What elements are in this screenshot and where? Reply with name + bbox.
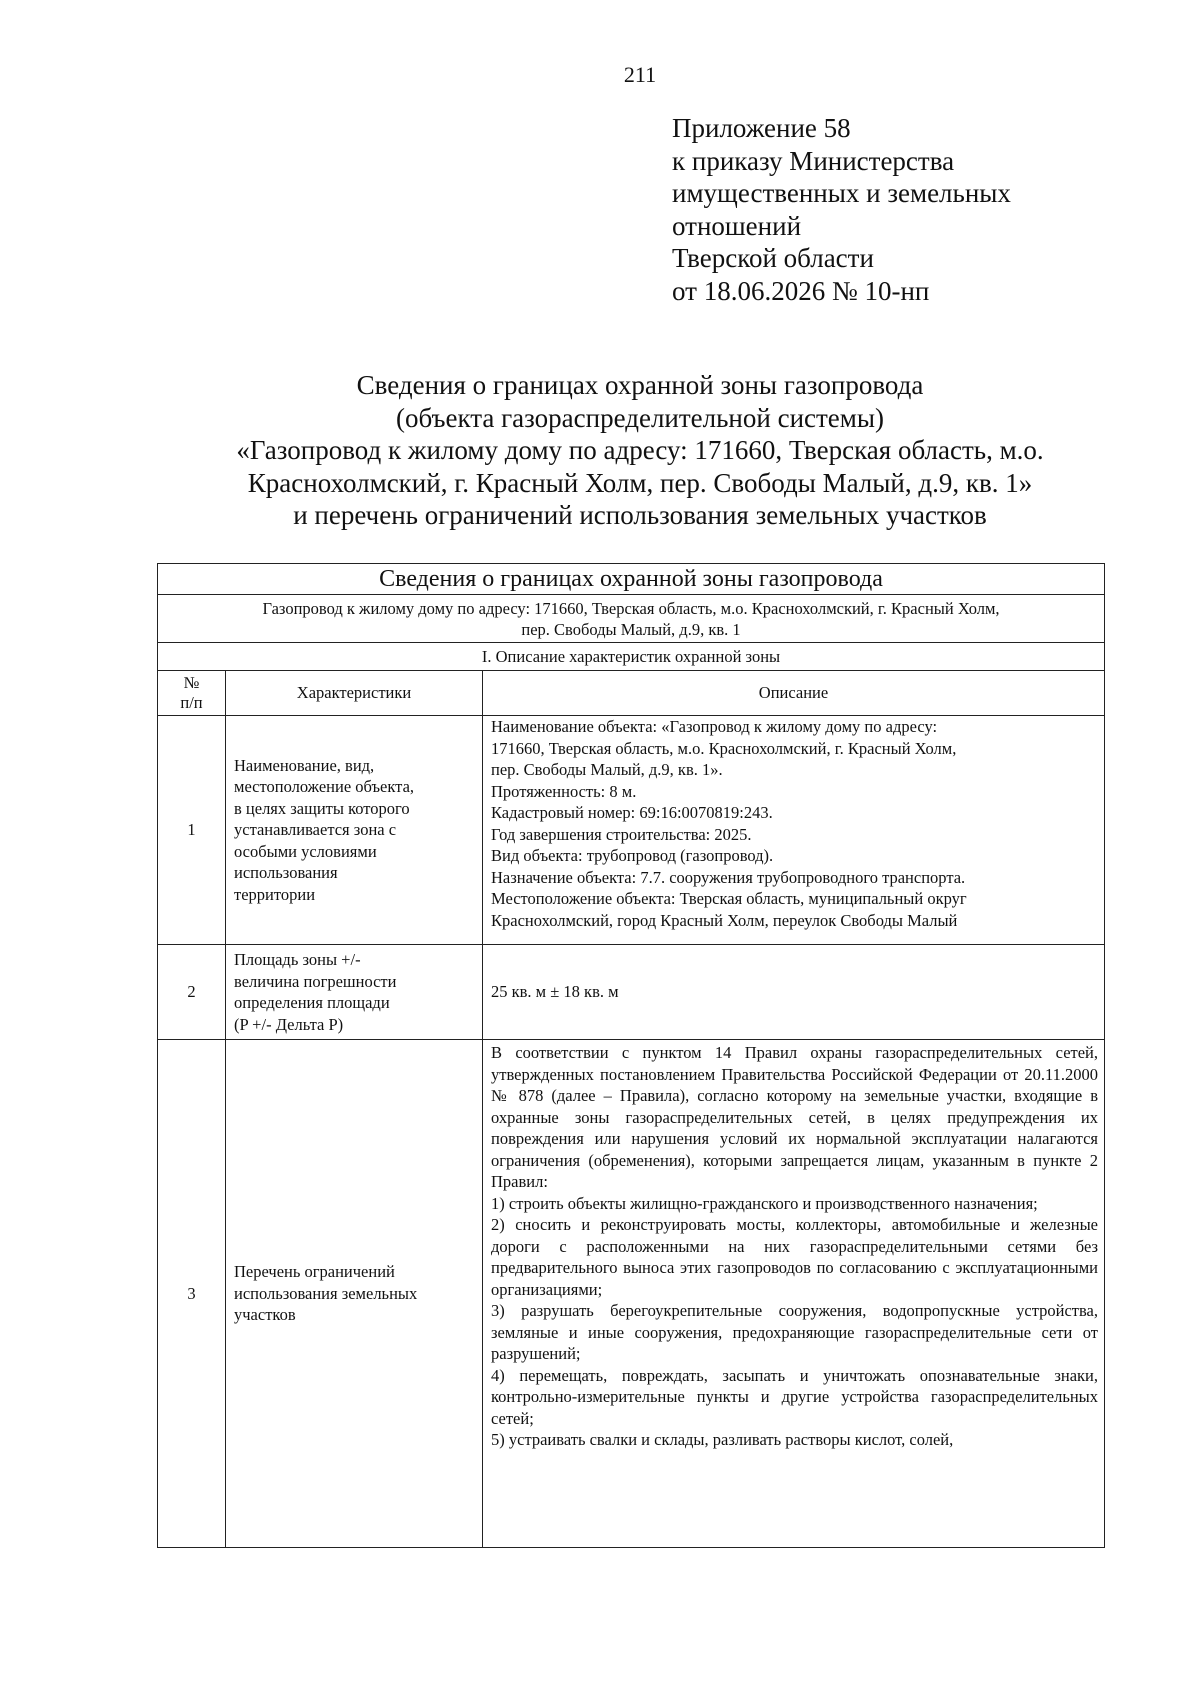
characteristic-line: использования земельных (234, 1283, 418, 1303)
description-paragraph: 5) устраивать свалки и склады, разливать растворы кислот, солей, (491, 1430, 954, 1449)
description-line: Протяженность: 8 м. (491, 781, 637, 801)
title-line: (объекта газораспределительной системы) (395, 402, 885, 433)
description-paragraph: В соответствии с пунктом 14 Правил охраны газораспределительных сетей, утвержденных постановлением Правительства Российской Федерации от 20.11.2000 № 878 (далее – Правила), согласно которому на земельные участки, входящие в охранные зоны газораспределительных сетей, в целях предупреждения их повреждения или нарушения условий их нормальной эксплуатации налагаются ограничения (обременения), которыми запрещается лицам, указанным в пункте 2 Правил: (491, 1043, 1099, 1191)
table-subheader (158, 595, 1105, 643)
characteristic-line: устанавливается зона с (234, 820, 397, 840)
characteristic-line: использования (234, 863, 338, 883)
description-line: Год завершения строительства: 2025. (491, 824, 752, 844)
title-line: Сведения о границах охранной зоны газопровода (356, 370, 924, 400)
zone-info-table (157, 563, 1105, 1548)
appendix-line: имущественных и земельных (672, 178, 1011, 208)
description-line: Кадастровый номер: 69:16:0070819:243. (491, 803, 773, 822)
description-line: пер. Свободы Малый, д.9, кв. 1». (491, 760, 723, 779)
description-paragraph: 4) перемещать, повреждать, засыпать и уничтожать опознавательные знаки, контрольно-измерительные пункты и другие устройства газораспределительных сетей; (491, 1365, 1099, 1428)
description-paragraph: 3) разрушать берегоукрепительные сооружения, водопропускные устройства, земляные и иные сооружения, предохраняющие газораспределительные сети от разрушений; (491, 1301, 1099, 1363)
characteristic-line: участков (234, 1305, 296, 1325)
appendix-line: Тверской области (672, 243, 874, 273)
column-header-row (158, 671, 1105, 716)
table-header: Сведения о границах охранной зоны газопровода (158, 564, 1105, 595)
description-paragraph: 1) строить объекты жилищно-гражданского и производственного назначения; (491, 1193, 1038, 1213)
characteristic-line: (P +/- Дельта P) (234, 1014, 344, 1034)
column-header-description: Описание (483, 671, 1105, 716)
table-row (158, 1040, 1105, 1548)
row-characteristic (226, 1040, 483, 1548)
characteristic-line: величина погрешности (234, 971, 397, 991)
column-header-characteristics: Характеристики (226, 671, 483, 716)
row-characteristic (226, 716, 483, 945)
subheader-line: Газопровод к жилому дому по адресу: 171660, Тверская область, м.о. Краснохолмский, г. Красный Холм, (262, 598, 1000, 618)
page-number: 211 (623, 62, 657, 87)
title-line: и перечень ограничений использования земельных участков (293, 500, 987, 530)
description-line: Местоположение объекта: Тверская область, муниципальный округ (491, 889, 967, 908)
appendix-line: от 18.06.2026 № 10-нп (672, 275, 930, 306)
table-row (158, 716, 1105, 945)
title-line: Краснохолмский, г. Красный Холм, пер. Свободы Малый, д.9, кв. 1» (247, 467, 1033, 498)
characteristic-line: местоположение объекта, (234, 777, 415, 797)
characteristic-line: особыми условиями (234, 841, 377, 861)
appendix-line: Приложение 58 (672, 113, 851, 143)
appendix-block (672, 112, 1011, 307)
appendix-line: отношений (672, 210, 802, 241)
appendix-line: к приказу Министерства (672, 145, 955, 176)
title-line: «Газопровод к жилому дому по адресу: 171660, Тверская область, м.о. (236, 435, 1044, 465)
characteristic-line: Площадь зоны +/- (234, 950, 361, 969)
document-title (160, 369, 1120, 532)
column-header-number-line: № (183, 673, 200, 692)
characteristic-line: определения площади (234, 993, 390, 1012)
column-header-number-line: п/п (180, 693, 203, 712)
characteristic-line: территории (234, 884, 316, 904)
row-characteristic (226, 945, 483, 1040)
description-line: Наименование объекта: «Газопровод к жилому дому по адресу: (491, 717, 938, 736)
description-line: 171660, Тверская область, м.о. Краснохолмский, г. Красный Холм, (491, 738, 957, 758)
row-description (483, 1040, 1105, 1548)
row-description: 25 кв. м ± 18 кв. м (483, 945, 1105, 1040)
section-heading: I. Описание характеристик охранной зоны (158, 643, 1105, 671)
row-description (483, 716, 1105, 945)
description-paragraph: 2) сносить и реконструировать мосты, коллекторы, автомобильные и железные дороги с расположенными на них газораспределительными сетями без предварительного выноса этих газопроводов по согласованию с эксплуатационными организациями; (491, 1215, 1099, 1299)
characteristic-line: в целях защиты которого (234, 798, 410, 818)
row-number: 2 (158, 945, 226, 1040)
description-line: Вид объекта: трубопровод (газопровод). (491, 846, 774, 865)
subheader-line: пер. Свободы Малый, д.9, кв. 1 (521, 619, 741, 639)
table-row (158, 945, 1105, 1040)
characteristic-line: Наименование, вид, (234, 755, 375, 775)
column-header-number (158, 671, 226, 716)
description-line: Краснохолмский, город Красный Холм, переулок Свободы Малый (491, 910, 958, 930)
row-number: 1 (158, 716, 226, 945)
description-line: Назначение объекта: 7.7. сооружения трубопроводного транспорта. (491, 867, 966, 887)
characteristic-line: Перечень ограничений (234, 1262, 395, 1282)
row-number: 3 (158, 1040, 226, 1548)
